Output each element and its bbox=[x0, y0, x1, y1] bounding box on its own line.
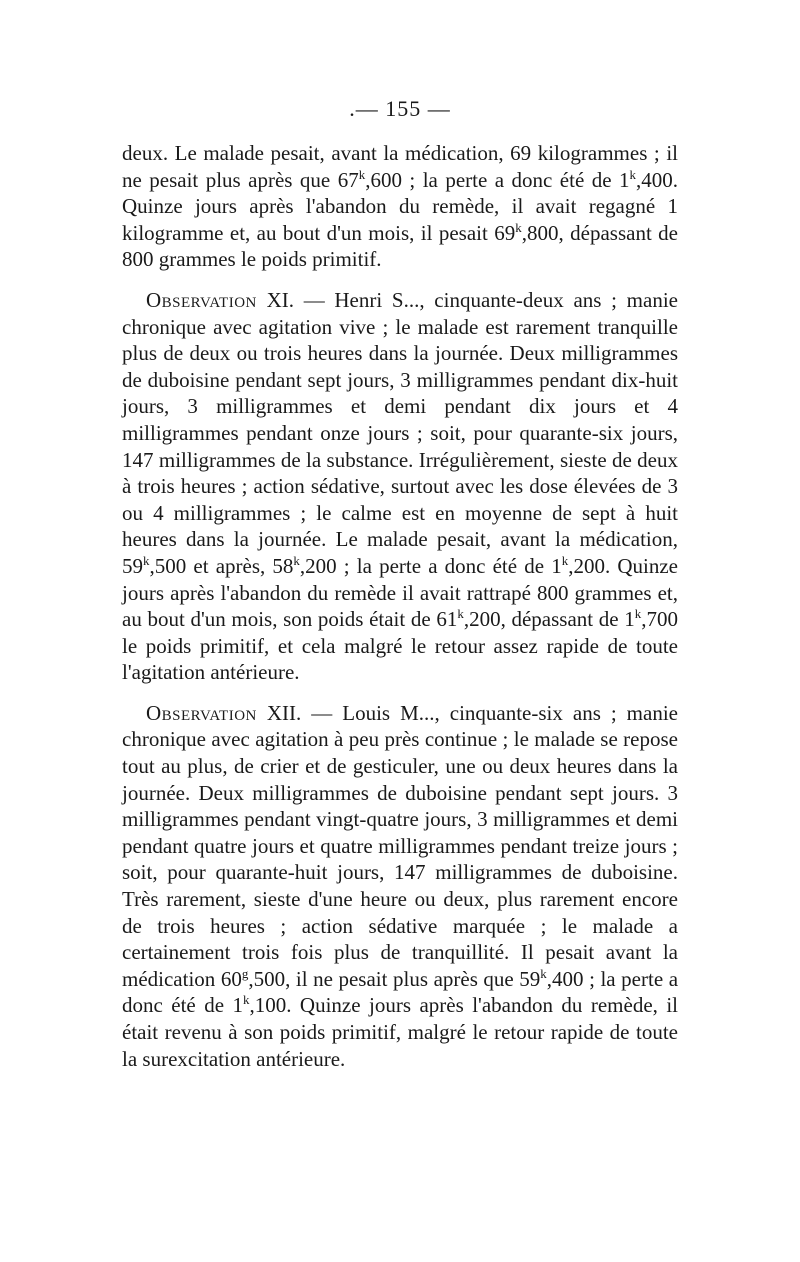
text-run: ,500, il ne pesait plus après que 59 bbox=[248, 966, 541, 991]
observation-xii bbox=[122, 700, 678, 1072]
text-run: ,500 et après, 58 bbox=[149, 553, 294, 578]
observation-label: Observation bbox=[146, 287, 257, 312]
text-run: ,600 ; la perte a donc été de 1 bbox=[365, 167, 630, 192]
text-run: deux. Le malade pesait, avant la médication, 69 kilogrammes ; il ne pesait plus après que 67 bbox=[122, 141, 678, 192]
superscript: k bbox=[293, 552, 300, 568]
superscript: k bbox=[540, 965, 547, 981]
text-run: ,400 ; la perte a donc été de 1 bbox=[122, 966, 679, 1018]
text-run: XII. — Louis M..., cinquante-six ans ; manie chronique avec agitation à peu près continue ; le malade se repose tout au plus, de crier et de gesticuler, une ou deux heures dans la journée. Deux milligrammes de duboisine pendant sept jours. 3 milligrammes pendant vingt-quatre jours, 3 milligrammes et demi pendant quatre jours et quatre milligrammes pendant treize jours ; soit, pour quarante-huit jours, 147 milligrammes de duboisine. Très rarement, sieste d'une heure ou deux, plus rarement encore de trois heures ; action sédative marquée ; le malade a certainement trois fois plus de tranquillité. Il pesait avant la médication 60 bbox=[122, 700, 678, 991]
superscript: g bbox=[241, 965, 249, 981]
page-number: .— 155 — bbox=[349, 96, 451, 121]
text-run: XI. — Henri S..., cinquante-deux ans ; manie chronique avec agitation vive ; le malade est rarement tranquille plus de deux ou trois heures dans la journée. Deux milligrammes de duboisine pendant sept jours, 3 milligrammes pendant dix-huit jours, 3 milligrammes et demi pendant dix jours et 4 milligrammes pendant onze jours ; soit, pour quarante-six jours, 147 milligrammes de la substance. Irrégulièrement, sieste de deux à trois heures ; action sédative, surtout avec les dose élevées de 3 ou 4 milligrammes ; le calme est en moyenne de sept à huit heures dans la journée. Le malade pesait, avant la médication, 59 bbox=[122, 287, 678, 578]
text-run: ,800, dépassant de 800 grammes le poids primitif. bbox=[122, 220, 679, 272]
superscript: k bbox=[457, 606, 464, 622]
text-run: ,100. Quinze jours après l'abandon du remède, il était revenu à son poids primitif, malgré le retour rapide de toute la surexcitation antérieure. bbox=[122, 993, 679, 1071]
text-run: ,700 le poids primitif, et cela malgré le retour assez rapide de toute l'agitation antérieure. bbox=[122, 607, 678, 685]
superscript: k bbox=[143, 552, 150, 568]
text-run: ,200. Quinze jours après l'abandon du remède il avait rattrapé 800 grammes et, au bout d'un mois, son poids était de 61 bbox=[122, 553, 678, 632]
observation-label: Observation bbox=[146, 700, 257, 725]
superscript: k bbox=[515, 219, 522, 235]
superscript: k bbox=[242, 992, 250, 1008]
superscript: k bbox=[358, 166, 366, 182]
text-run: ,400. Quinze jours après l'abandon du remède, il avait regagné 1 kilogramme et, au bout d'un mois, il pesait 69 bbox=[122, 167, 678, 245]
paragraph-continuation bbox=[122, 140, 678, 273]
superscript: k bbox=[629, 166, 636, 182]
text-run: ,200 ; la perte a donc été de 1 bbox=[299, 553, 562, 578]
superscript: k bbox=[634, 606, 642, 622]
observation-xi bbox=[122, 287, 678, 686]
text-run: ,200, dépassant de 1 bbox=[463, 607, 635, 632]
text-column bbox=[122, 140, 678, 1072]
superscript: k bbox=[561, 552, 569, 568]
